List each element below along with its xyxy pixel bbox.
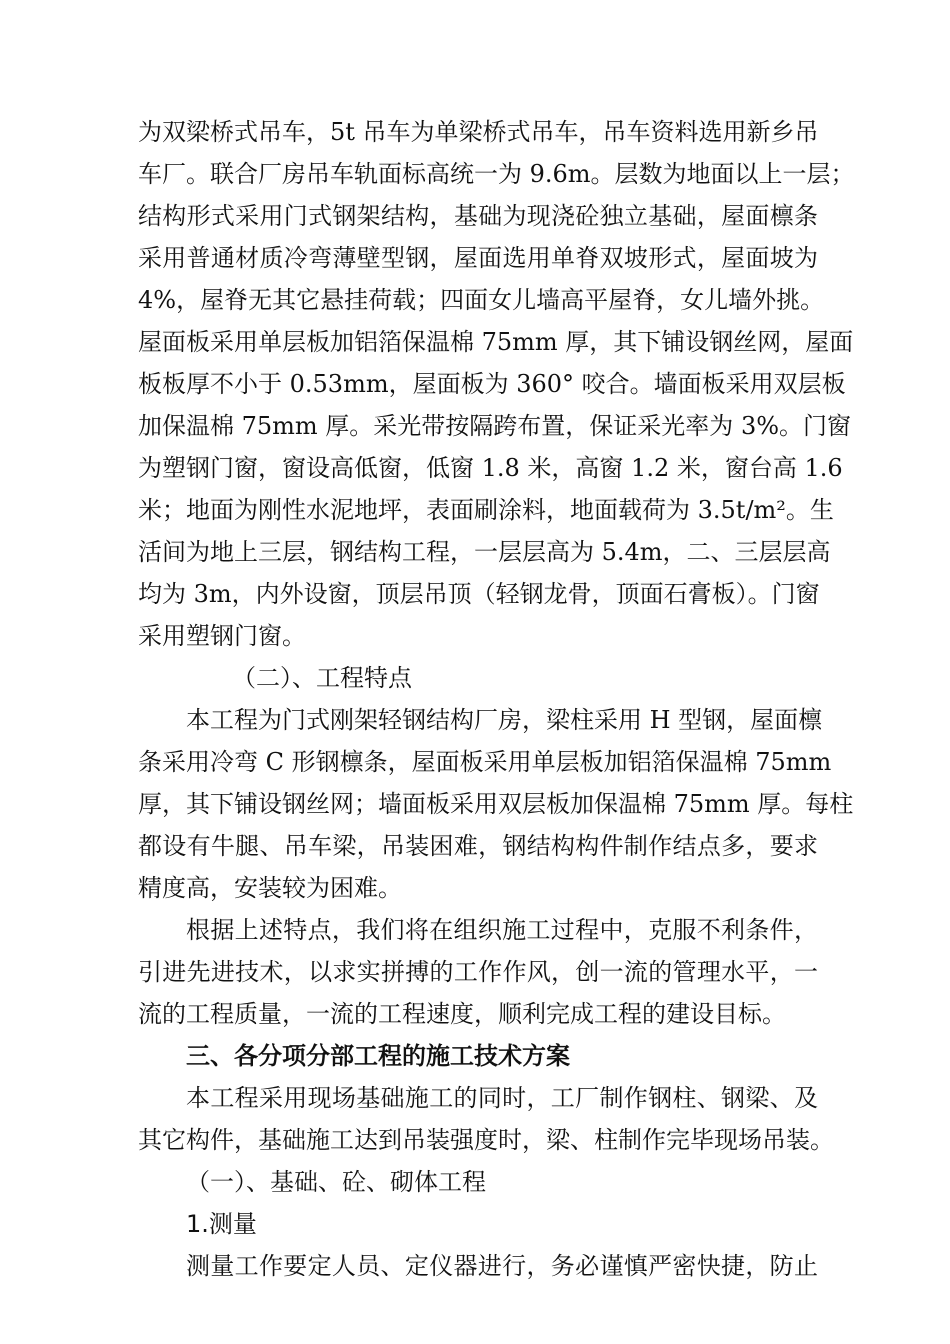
body-text-line: 条采用冷弯 C 形钢檩条，屋面板采用单层板加铝箔保温棉 75mm <box>138 748 832 776</box>
body-text-line: 采用塑钢门窗。 <box>138 622 306 650</box>
section-heading-features: （二）、工程特点 <box>232 664 412 692</box>
body-text-line: 4%，屋脊无其它悬挂荷载；四面女儿墙高平屋脊，女儿墙外挑。 <box>138 286 825 314</box>
body-text-line: 为塑钢门窗，窗设高低窗，低窗 1.8 米，高窗 1.2 米，窗台高 1.6 <box>138 454 843 482</box>
body-text-line: 采用普通材质冷弯薄壁型钢，屋面选用单脊双坡形式，屋面坡为 <box>138 244 818 272</box>
body-text-line: 本工程采用现场基础施工的同时，工厂制作钢柱、钢梁、及 <box>186 1084 818 1112</box>
body-text-line: 厚，其下铺设钢丝网；墙面板采用双层板加保温棉 75mm 厚。每柱 <box>138 790 854 818</box>
body-text-line: 流的工程质量，一流的工程速度，顺利完成工程的建设目标。 <box>138 1000 786 1028</box>
subsection-heading-foundation: （一）、基础、砼、砌体工程 <box>186 1168 486 1196</box>
body-text-line: 本工程为门式刚架轻钢结构厂房，梁柱采用 H 型钢，屋面檩 <box>186 706 823 734</box>
body-text-line: 引进先进技术，以求实拼搏的工作作风，创一流的管理水平，一 <box>138 958 818 986</box>
body-text-line: 其它构件，基础施工达到吊装强度时，梁、柱制作完毕现场吊装。 <box>138 1126 834 1154</box>
body-text-line: 板板厚不小于 0.53mm，屋面板为 360° 咬合。墙面板采用双层板 <box>138 370 846 398</box>
body-text-line: 测量工作要定人员、定仪器进行，务必谨慎严密快捷，防止 <box>186 1252 818 1280</box>
body-text-line: 米；地面为刚性水泥地坪，表面刷涂料，地面载荷为 3.5t/m²。生 <box>138 496 834 524</box>
body-text-line: 车厂。联合厂房吊车轨面标高统一为 9.6m。层数为地面以上一层； <box>138 160 855 188</box>
body-text-line: 屋面板采用单层板加铝箔保温棉 75mm 厚，其下铺设钢丝网，屋面 <box>138 328 854 356</box>
body-text-line: 结构形式采用门式钢架结构，基础为现浇砼独立基础，屋面檩条 <box>138 202 818 230</box>
body-text-line: 加保温棉 75mm 厚。采光带按隔跨布置，保证采光率为 3%。门窗 <box>138 412 852 440</box>
body-text-line: 活间为地上三层，钢结构工程，一层层高为 5.4m，二、三层层高 <box>138 538 831 566</box>
body-text-line: 都设有牛腿、吊车梁，吊装困难，钢结构构件制作结点多，要求 <box>138 832 818 860</box>
body-text-line: 根据上述特点，我们将在组织施工过程中，克服不利条件， <box>186 916 818 944</box>
body-text-line: 为双梁桥式吊车，5t 吊车为单梁桥式吊车，吊车资料选用新乡吊 <box>138 118 819 146</box>
section-heading-technical-plan: 三、各分项分部工程的施工技术方案 <box>186 1042 570 1070</box>
subsection-heading-survey: 1.测量 <box>186 1210 257 1238</box>
body-text-line: 均为 3m，内外设窗，顶层吊顶（轻钢龙骨，顶面石膏板）。门窗 <box>138 580 820 608</box>
body-text-line: 精度高，安装较为困难。 <box>138 874 402 902</box>
